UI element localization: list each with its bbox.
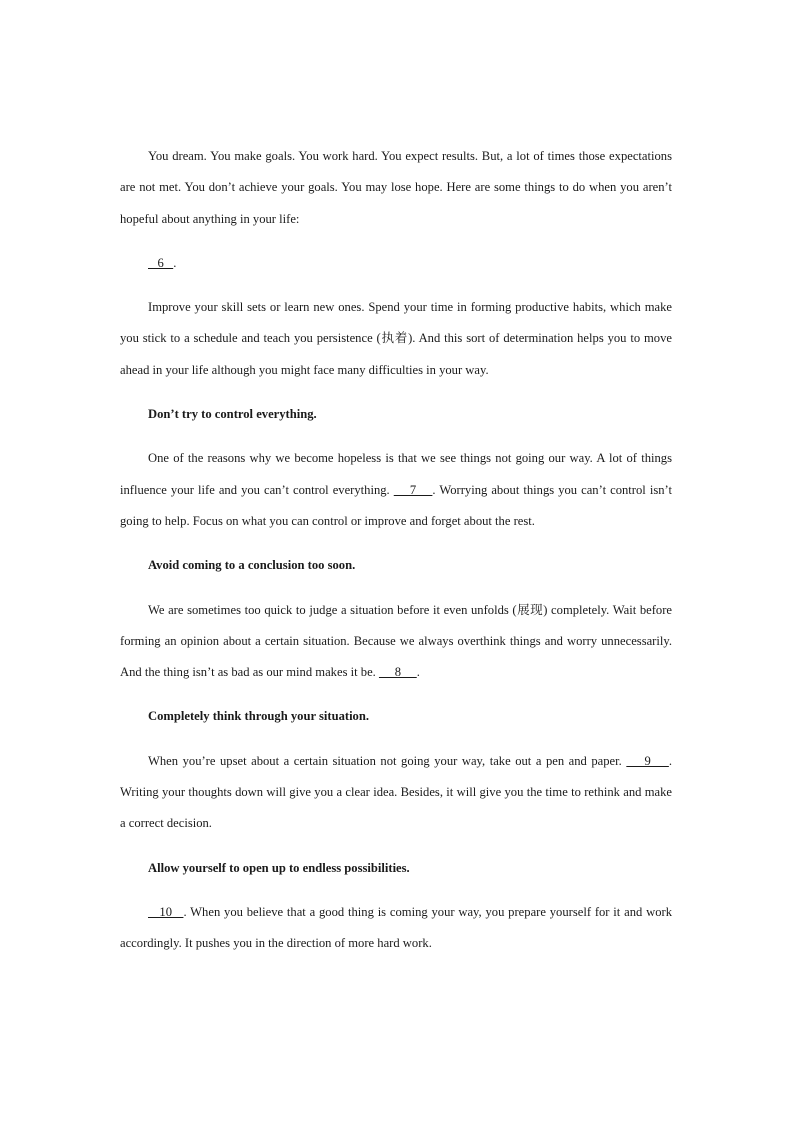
blank-6-line bbox=[120, 248, 672, 279]
control-text-a: One of the reasons why we become hopeless is that we see things not going our way. A lot of things influence your life and you can’t control everything. bbox=[120, 451, 672, 497]
think-paragraph bbox=[120, 746, 672, 840]
heading-possibilities: Allow yourself to open up to endless possibilities. bbox=[148, 860, 410, 875]
blank-6: 6 bbox=[148, 255, 174, 270]
heading-think: Completely think through your situation. bbox=[148, 709, 370, 724]
document-body bbox=[120, 141, 672, 973]
blank-6-suffix: . bbox=[173, 255, 177, 270]
control-paragraph bbox=[120, 443, 672, 537]
possibilities-text: . When you believe that a good thing is coming your way, you prepare yourself for it and work accordingly. It pushes you in the direction of more hard work. bbox=[120, 904, 672, 951]
think-text-a: When you’re upset about a certain situation not going your way, take out a pen and paper. bbox=[148, 753, 627, 768]
heading-conclusion: Avoid coming to a conclusion too soon. bbox=[148, 558, 356, 573]
control-text-b: . Worrying about things you can’t control isn’t going to help. Focus on what you can control or improve and forget about the rest. bbox=[120, 482, 672, 528]
conclusion-text-b: . bbox=[416, 665, 420, 680]
intro-paragraph: You dream. You make goals. You work hard. You expect results. But, a lot of times those expectations are not met. You don’t achieve your goals. You may lose hope. Here are some things to do when you aren’t hopeful about anything in your life: bbox=[120, 149, 672, 226]
blank-10: 10 bbox=[148, 904, 184, 919]
conclusion-paragraph bbox=[120, 595, 672, 689]
blank-7: 7 bbox=[393, 482, 433, 497]
blank-8: 8 bbox=[378, 665, 417, 680]
blank-9: 9 bbox=[626, 753, 669, 768]
heading-control: Don’t try to control everything. bbox=[148, 407, 317, 422]
possibilities-paragraph bbox=[120, 897, 672, 960]
think-text-b: . Writing your thoughts down will give you a clear idea. Besides, it will give you the time to rethink and make a correct decision. bbox=[120, 753, 673, 831]
skills-paragraph: Improve your skill sets or learn new ones. Spend your time in forming productive habits, which make you stick to a schedule and teach you persistence (执着). And this sort of determination helps you to move ahead in your life although you might face many difficulties in your way. bbox=[120, 300, 672, 377]
conclusion-text-a: We are sometimes too quick to judge a situation before it even unfolds (展现) completely. Wait before forming an opinion about a certain situation. Because we always overthink things and worry unnecessarily. And the thing isn’t as bad as our mind makes it be. bbox=[120, 602, 672, 680]
